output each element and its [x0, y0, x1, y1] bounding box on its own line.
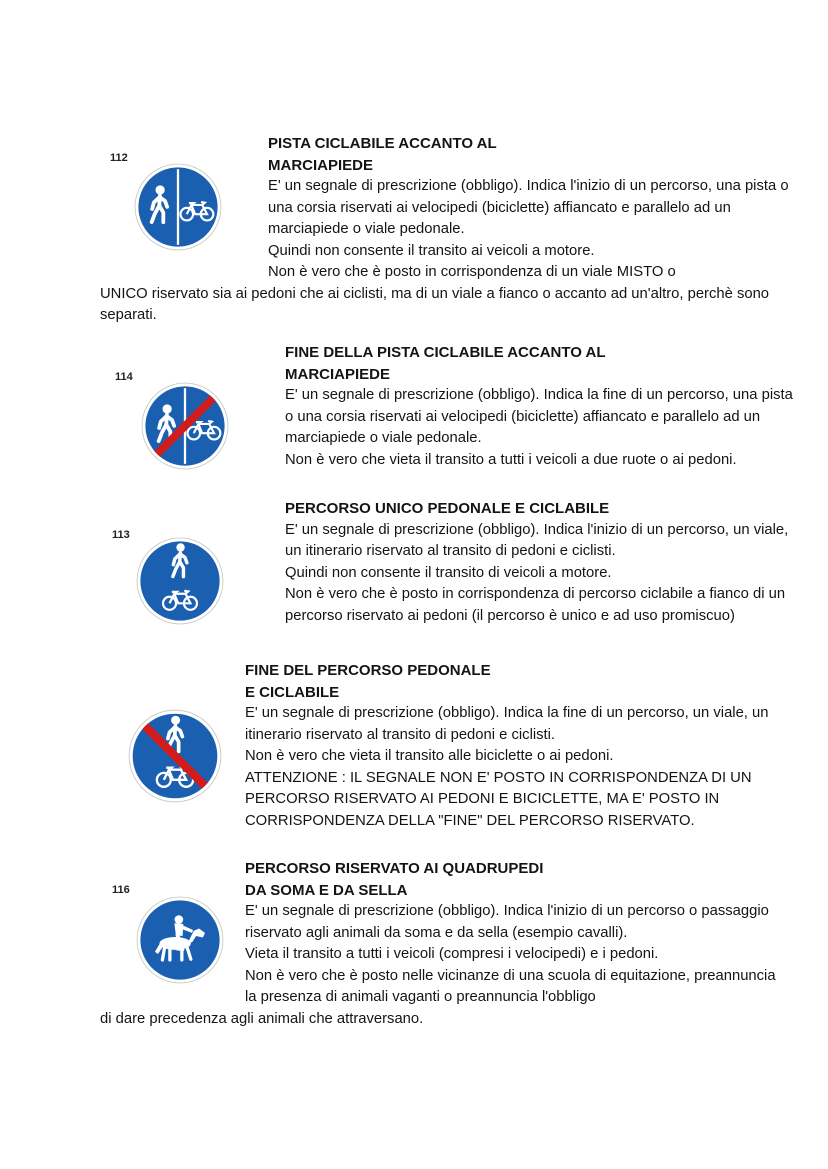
sign-title [285, 342, 800, 385]
sign-number: 116 [112, 884, 130, 896]
description-paragraph: Quindi non consente il transito di veicoli a motore. [285, 564, 612, 581]
sign-title [245, 660, 790, 703]
sign-text-block [245, 858, 790, 1009]
sign-number: 114 [115, 371, 133, 383]
pedestrian-over-bicycle-end-sign-icon [128, 709, 222, 803]
pedestrian-bicycle-divided-end-sign-icon [141, 382, 229, 470]
sign-entry-112 [0, 133, 828, 327]
divider-line [177, 169, 179, 245]
sign-title [285, 498, 800, 520]
description-paragraph: Non è vero che è posto in corrispondenza di percorso ciclabile a fianco di un percorso riservato ai pedoni (il percorso è unico e ad uso promiscuo) [285, 586, 786, 624]
sign-title-line: FINE DELLA PISTA CICLABILE ACCANTO AL [285, 344, 606, 361]
sign-title-line: MARCIAPIEDE [285, 365, 391, 383]
pedestrian-bicycle-divided-sign-icon [134, 163, 222, 251]
description-paragraph: E' un segnale di prescrizione (obbligo). Indica l'inizio di un percorso, una pista o una corsia riservati ai velocipedi (biciclette) affiancato e parallelo ad un marciapiede o viale pedonale. [268, 178, 789, 237]
description-paragraph: Vieta il transito a tutti i veicoli (compresi i velocipedi) e i pedoni. [245, 946, 659, 962]
description-continuation: di dare precedenza agli animali che attraversano. [100, 1010, 424, 1027]
sign-entry-113 [0, 498, 828, 627]
sign-title-line: FINE DEL PERCORSO PEDONALE [245, 662, 491, 679]
sign-title-line: PISTA CICLABILE ACCANTO AL [268, 135, 497, 152]
sign-text-block [285, 342, 800, 471]
sign-entry-116 [0, 858, 828, 1030]
sign-title-line: MARCIAPIEDE [268, 156, 374, 174]
sign-number: 112 [110, 152, 128, 164]
description-paragraph: E' un segnale di prescrizione (obbligo). Indica l'inizio di un percorso, un viale, un itinerario riservato al transito di pedoni e ciclisti. [285, 521, 789, 559]
sign-title-line: PERCORSO RISERVATO AI QUADRUPEDI [245, 860, 544, 877]
sign-percorso-unico-pedonale-ciclabile [136, 537, 224, 625]
description-paragraph: Quindi non consente il transito ai veicoli a motore. [268, 242, 595, 259]
sign-title-line: E CICLABILE [245, 683, 340, 701]
sign-entry-114 [0, 342, 828, 471]
sign-text-block [268, 133, 794, 284]
sign-text-block [245, 660, 790, 832]
sign-title [268, 133, 794, 176]
pedestrian-over-bicycle-sign-icon [136, 537, 224, 625]
description-paragraph: Non è vero che vieta il transito alle biciclette o ai pedoni. [245, 748, 614, 764]
description-paragraph: Non è vero che è posto in corrispondenza di un viale MISTO o [268, 264, 676, 280]
sign-title-line: DA SOMA E DA SELLA [245, 881, 408, 899]
sign-title-line: PERCORSO UNICO PEDONALE E CICLABILE [285, 500, 610, 517]
description-paragraph: Non è vero che vieta il transito a tutti i veicoli a due ruote o ai pedoni. [285, 451, 737, 468]
sign-pista-ciclabile-accanto-marciapiede [134, 163, 222, 251]
description-paragraph: Non è vero che è posto nelle vicinanze di una scuola di equitazione, preannuncia la presenza di animali vaganti o preannuncia l'obbligo [245, 967, 776, 1005]
sign-title [245, 858, 790, 901]
sign-text-block [285, 498, 800, 627]
sign-percorso-riservato-quadrupedi [136, 896, 224, 984]
sign-fine-pista-ciclabile-accanto-marciapiede [141, 382, 229, 470]
sign-fine-percorso-pedonale-ciclabile [128, 709, 222, 803]
description-paragraph: ATTENZIONE : IL SEGNALE NON E' POSTO IN CORRISPONDENZA DI UN PERCORSO RISERVATO AI PEDONI E BICICLETTE, MA E' POSTO IN CORRISPONDENZA DELLA "FINE" DEL PERCORSO RISERVATO. [245, 769, 752, 829]
sign-entry-fine-percorso [0, 660, 828, 832]
description-paragraph: E' un segnale di prescrizione (obbligo). Indica l'inizio di un percorso o passaggio riservato agli animali da soma e da sella (esempio cavalli). [245, 903, 769, 941]
description-paragraph: E' un segnale di prescrizione (obbligo). Indica la fine di un percorso, una pista o una corsia riservati ai velocipedi (biciclette) affiancato e parallelo ad un marciapiede o viale pedonale. [285, 387, 793, 446]
description-paragraph: E' un segnale di prescrizione (obbligo). Indica la fine di un percorso, un viale, un itinerario riservato al transito di pedoni e ciclisti. [245, 705, 769, 743]
description-continuation: UNICO riservato sia ai pedoni che ai ciclisti, ma di un viale a fianco o accanto ad un'altro, perchè sono separati. [100, 285, 770, 323]
sign-number: 113 [112, 529, 130, 541]
horse-rider-sign-icon [136, 896, 224, 984]
